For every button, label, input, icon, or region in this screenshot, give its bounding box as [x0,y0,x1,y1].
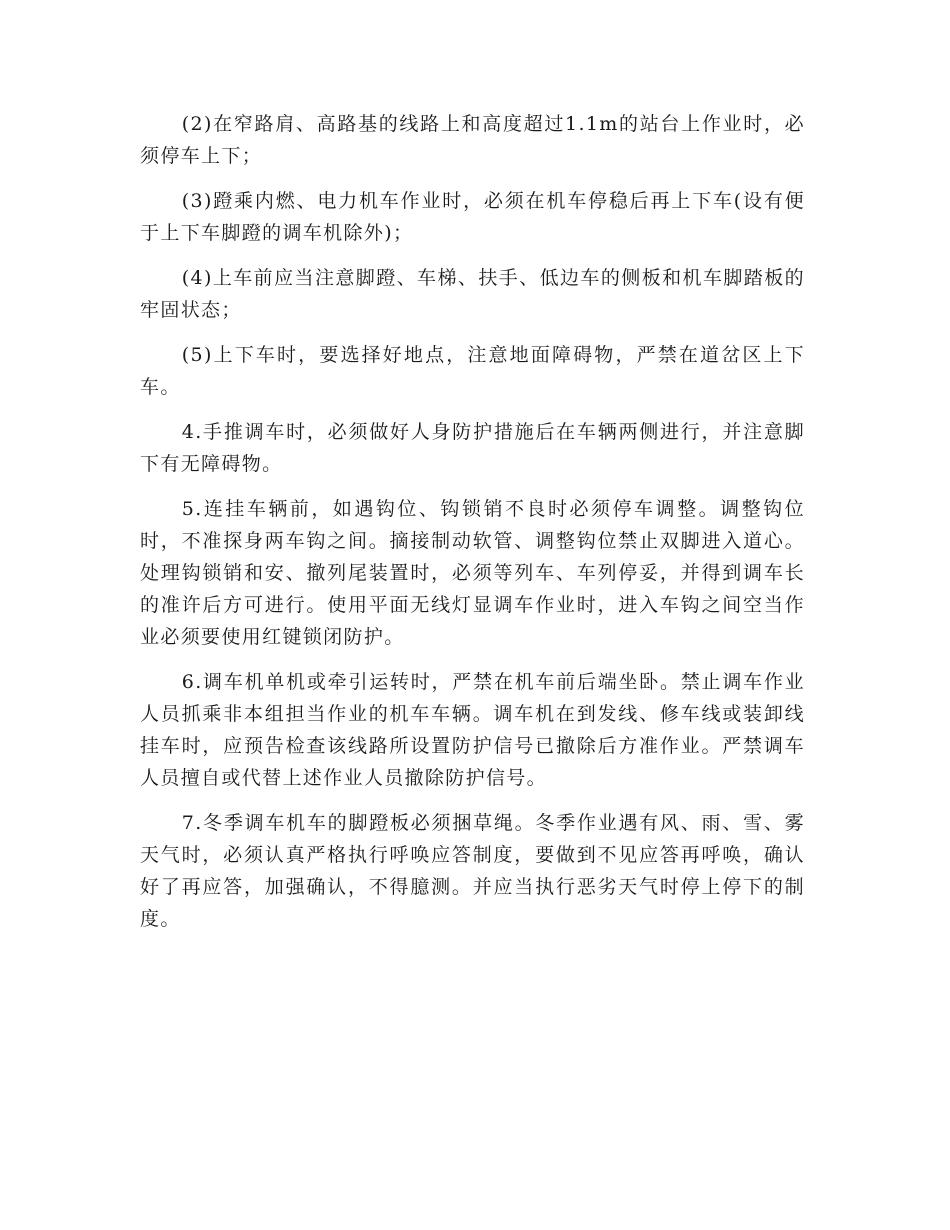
paragraph-item-2: (2)在窄路肩、高路基的线路上和高度超过1.1m的站台上作业时，必须停车上下； [140,113,805,167]
document-page [140,108,805,948]
paragraph-rule-6: 6.调车机单机或牵引运转时，严禁在机车前后端坐卧。禁止调车作业人员抓乘非本组担当作业的机车车辆。调车机在到发线、修车线或装卸线挂车时，应预告检查该线路所设置防护信号已撤除后方准作业。严禁调车人员擅自或代替上述作业人员撤除防护信号。 [140,671,805,789]
paragraph-item-3: (3)蹬乘内燃、电力机车作业时，必须在机车停稳后再上下车(设有便于上下车脚蹬的调车机除外)； [140,190,805,244]
paragraph-rule-5: 5.连挂车辆前，如遇钩位、钩锁销不良时必须停车调整。调整钩位时，不准探身两车钩之间。摘接制动软管、调整钩位禁止双脚进入道心。处理钩锁销和安、撤列尾装置时，必须等列车、车列停妥，并得到调车长的准许后方可进行。使用平面无线灯显调车作业时，进入车钩之间空当作业必须要使用红键锁闭防护。 [140,498,805,648]
paragraph-rule-7: 7.冬季调车机车的脚蹬板必须捆草绳。冬季作业遇有风、雨、雪、雾天气时，必须认真严格执行呼唤应答制度，要做到不见应答再呼唤，确认好了再应答，加强确认，不得臆测。并应当执行恶劣天气时停上停下的制度。 [140,812,805,930]
paragraph-item-4: (4)上车前应当注意脚蹬、车梯、扶手、低边车的侧板和机车脚踏板的牢固状态； [140,267,805,321]
paragraph-item-5: (5)上下车时，要选择好地点，注意地面障碍物，严禁在道岔区上下车。 [140,344,805,398]
paragraph-rule-4: 4.手推调车时，必须做好人身防护措施后在车辆两侧进行，并注意脚下有无障碍物。 [140,421,805,475]
